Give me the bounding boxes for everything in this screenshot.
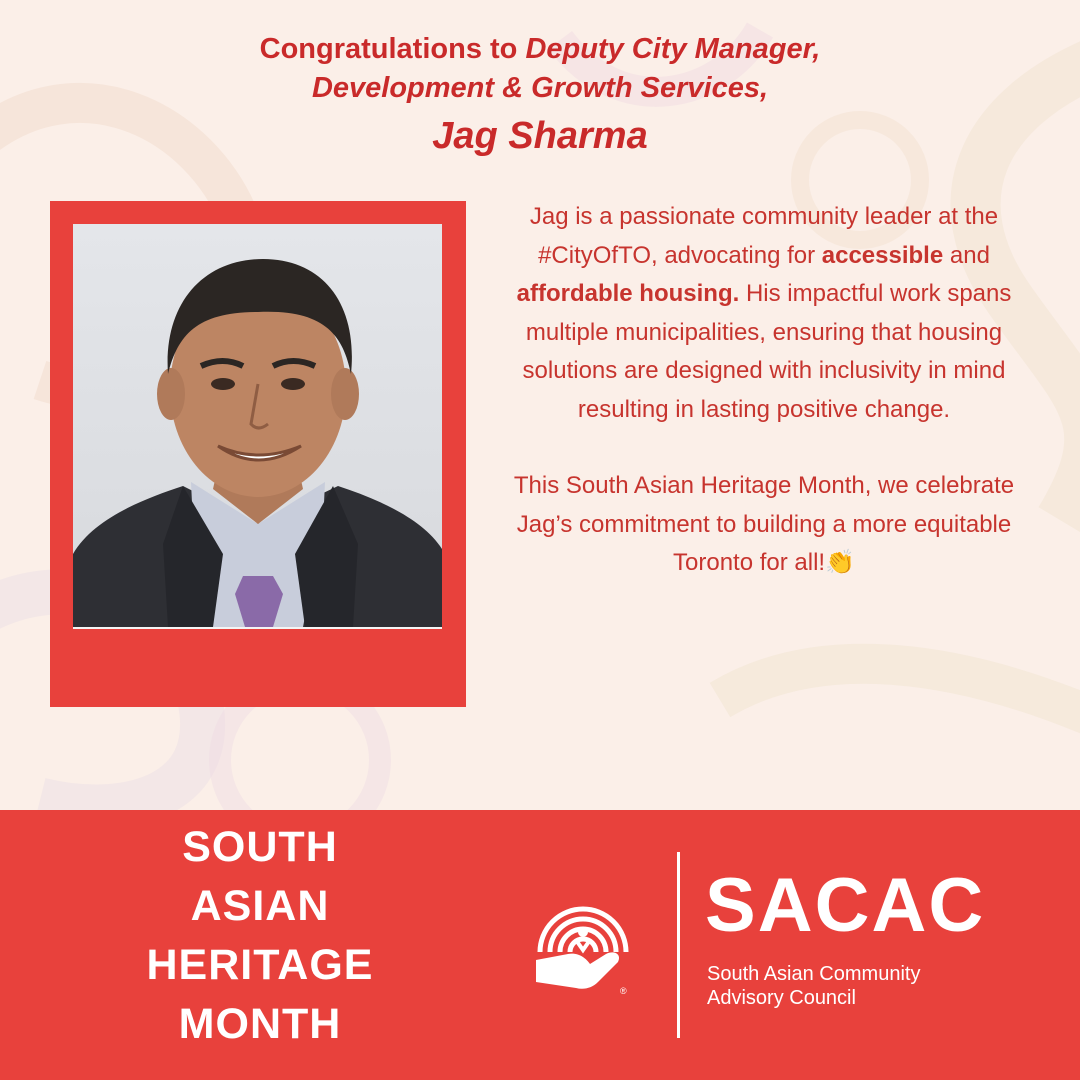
registered-mark: ® (620, 986, 627, 996)
heritage-line-4: MONTH (178, 1000, 342, 1048)
role-title-line-1: Deputy City Manager, (525, 33, 821, 65)
description-and: and (943, 241, 990, 269)
headline (90, 30, 990, 162)
headline-line-2 (90, 69, 990, 108)
portrait-illustration (73, 224, 442, 627)
headline-line-1 (90, 30, 990, 69)
united-way-hand-icon (528, 890, 638, 1005)
heritage-line-2: ASIAN (190, 882, 330, 930)
photo-frame (50, 201, 466, 707)
portrait-photo (73, 224, 442, 629)
sacac-name-line-1: South Asian Community (707, 963, 921, 985)
description-rest: His impactful work spans multiple municipalities, ensuring that housing solutions are designed with inclusivity in mind resulting in lasting positive change. (522, 280, 1012, 423)
role-title-line-2: Development & Growth Services, (311, 72, 769, 104)
celebration-text: This South Asian Heritage Month, we celebrate Jag’s commitment to building a more equitable Toronto for all! (513, 472, 1015, 576)
description-paragraph-1 (494, 198, 1034, 429)
description-paragraph-2 (494, 467, 1034, 583)
heritage-line-1: SOUTH (182, 823, 338, 871)
heritage-month-title (100, 818, 420, 1054)
highlight-accessible: accessible (821, 241, 944, 269)
description-intro: Jag is a passionate community leader at the #CityOfTO, advocating for (529, 203, 999, 269)
honoree-name: Jag Sharma (432, 115, 648, 157)
logo-divider (677, 852, 680, 1038)
sacac-full-name (707, 962, 920, 1010)
description (494, 198, 1034, 583)
heritage-line-3: HERITAGE (146, 941, 374, 989)
sacac-name-line-2: Advisory Council (707, 987, 856, 1009)
congrats-prefix: Congratulations to (259, 33, 526, 65)
highlight-affordable-housing: affordable housing. (516, 280, 740, 307)
clapping-hands-icon: 👏 (825, 549, 855, 576)
sacac-wordmark: SACAC (705, 863, 986, 948)
